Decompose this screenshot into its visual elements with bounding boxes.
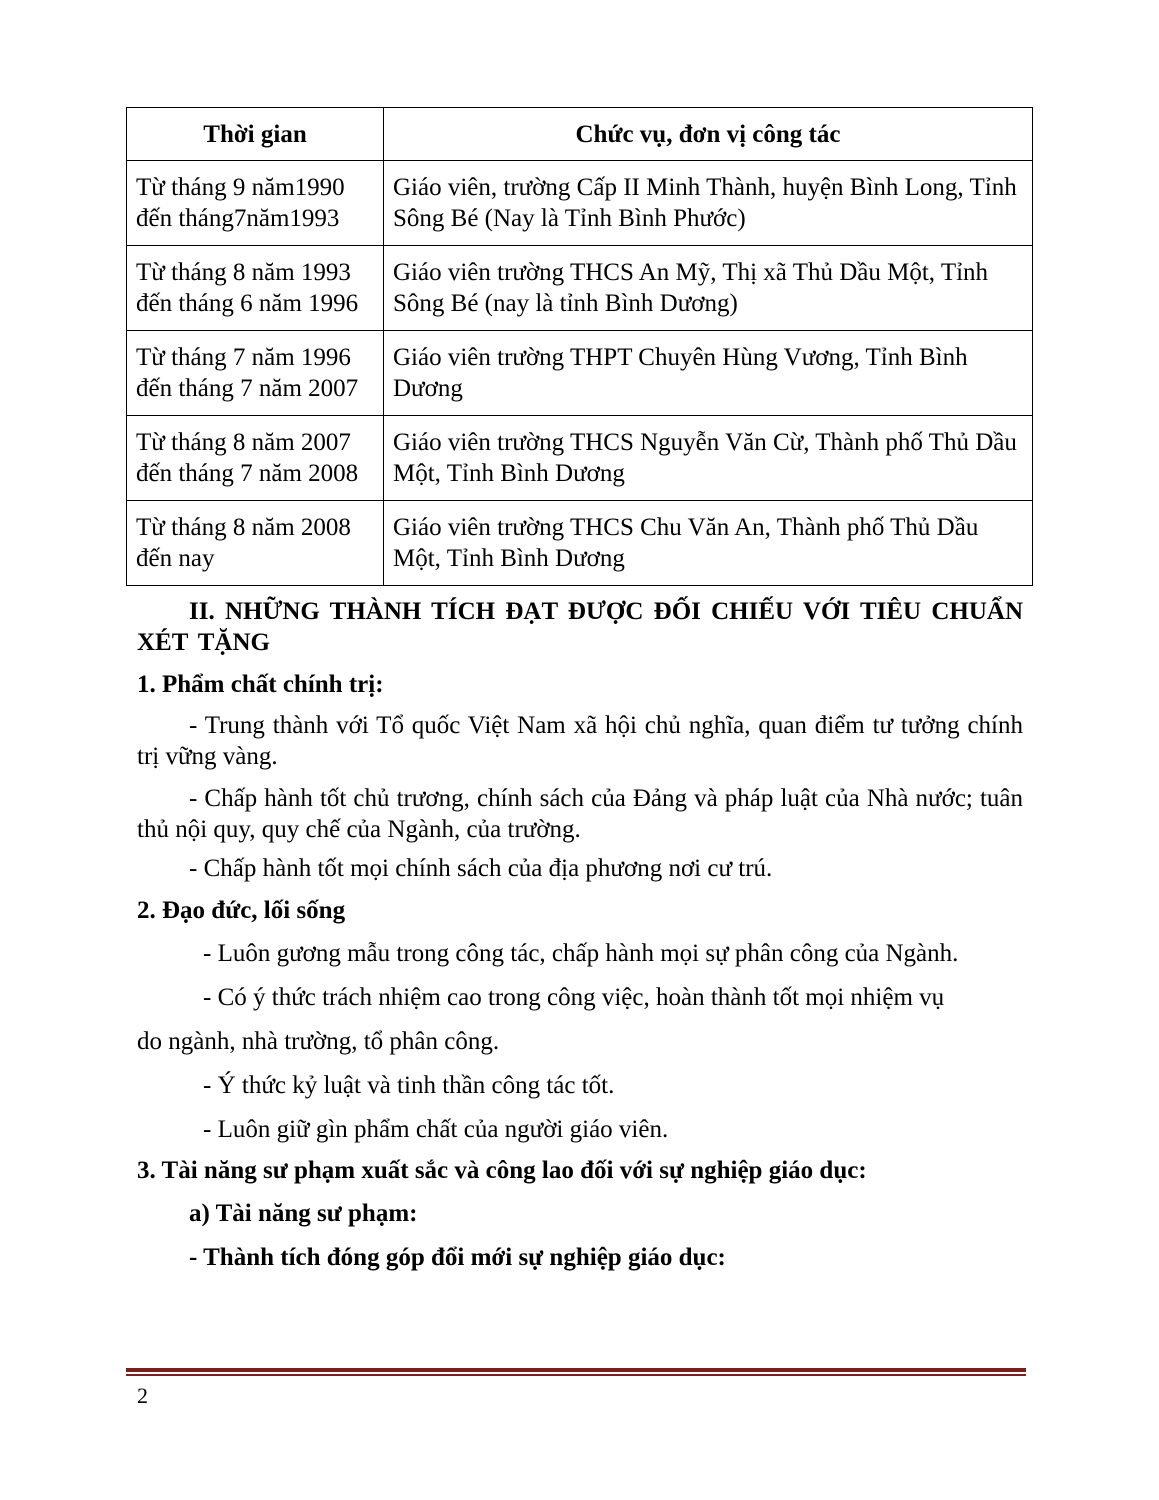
table-row: [127, 416, 1033, 501]
table-header-row: [127, 108, 1033, 161]
political-paragraph-1: - Trung thành với Tổ quốc Việt Nam xã hội chủ nghĩa, quan điểm tư tưởng chính trị vững vàng.: [137, 712, 1023, 770]
footer-rule-thick: [126, 1368, 1026, 1372]
talent-subheading-b: - Thành tích đóng góp đổi mới sự nghiệp giáo dục:: [189, 1244, 726, 1271]
political-paragraph-3: - Chấp hành tốt mọi chính sách của địa phương nơi cư trú.: [189, 855, 773, 882]
header-position: Chức vụ, đơn vị công tác: [384, 108, 1033, 161]
table-row: [127, 501, 1033, 586]
table-row: [127, 161, 1033, 246]
ethics-paragraph-2: - Có ý thức trách nhiệm cao trong công việc, hoàn thành tốt mọi nhiệm vụ: [203, 984, 945, 1011]
time-cell: Từ tháng 8 năm 1993 đến tháng 6 năm 1996: [127, 246, 384, 331]
ethics-heading: 2. Đạo đức, lối sống: [137, 897, 346, 924]
ethics-paragraph-4: - Luôn giữ gìn phẩm chất của người giáo viên.: [203, 1116, 669, 1143]
political-heading: 1. Phẩm chất chính trị:: [137, 671, 384, 698]
table-row: [127, 246, 1033, 331]
time-cell: Từ tháng 9 năm1990 đến tháng7năm1993: [127, 161, 384, 246]
talent-heading: 3. Tài năng sư phạm xuất sắc và công lao đối với sự nghiệp giáo dục:: [137, 1157, 867, 1184]
time-cell: Từ tháng 8 năm 2008 đến nay: [127, 501, 384, 586]
position-cell: Giáo viên trường THCS Nguyễn Văn Cừ, Thành phố Thủ Dầu Một, Tỉnh Bình Dương: [384, 416, 1033, 501]
position-cell: Giáo viên, trường Cấp II Minh Thành, huyện Bình Long, Tỉnh Sông Bé (Nay là Tỉnh Bình Phước): [384, 161, 1033, 246]
footer-rule-thin: [126, 1374, 1026, 1376]
ethics-paragraph-3: - Ý thức kỷ luật và tinh thần công tác tốt.: [203, 1072, 615, 1099]
political-paragraph-2: - Chấp hành tốt chủ trương, chính sách của Đảng và pháp luật của Nhà nước; tuân thủ nội quy, quy chế của Ngành, của trường.: [137, 785, 1023, 843]
position-cell: Giáo viên trường THPT Chuyên Hùng Vương, Tỉnh Bình Dương: [384, 331, 1033, 416]
ethics-paragraph-1: - Luôn gương mẫu trong công tác, chấp hành mọi sự phân công của Ngành.: [203, 940, 959, 967]
page-number: 2: [137, 1383, 148, 1408]
position-cell: Giáo viên trường THCS Chu Văn An, Thành phố Thủ Dầu Một, Tỉnh Bình Dương: [384, 501, 1033, 586]
header-time: Thời gian: [127, 108, 384, 161]
work-history-table: [126, 107, 1033, 586]
ethics-paragraph-2-cont: do ngành, nhà trường, tổ phân công.: [137, 1028, 500, 1055]
time-cell: Từ tháng 8 năm 2007 đến tháng 7 năm 2008: [127, 416, 384, 501]
section-heading: II. NHỮNG THÀNH TÍCH ĐẠT ĐƯỢC ĐỐI CHIẾU VỚI TIÊU CHUẨN XÉT TẶNG: [137, 598, 1023, 656]
talent-subheading-a: a) Tài năng sư phạm:: [189, 1200, 418, 1227]
time-cell: Từ tháng 7 năm 1996 đến tháng 7 năm 2007: [127, 331, 384, 416]
table-row: [127, 331, 1033, 416]
position-cell: Giáo viên trường THCS An Mỹ, Thị xã Thủ Dầu Một, Tỉnh Sông Bé (nay là tỉnh Bình Dương): [384, 246, 1033, 331]
